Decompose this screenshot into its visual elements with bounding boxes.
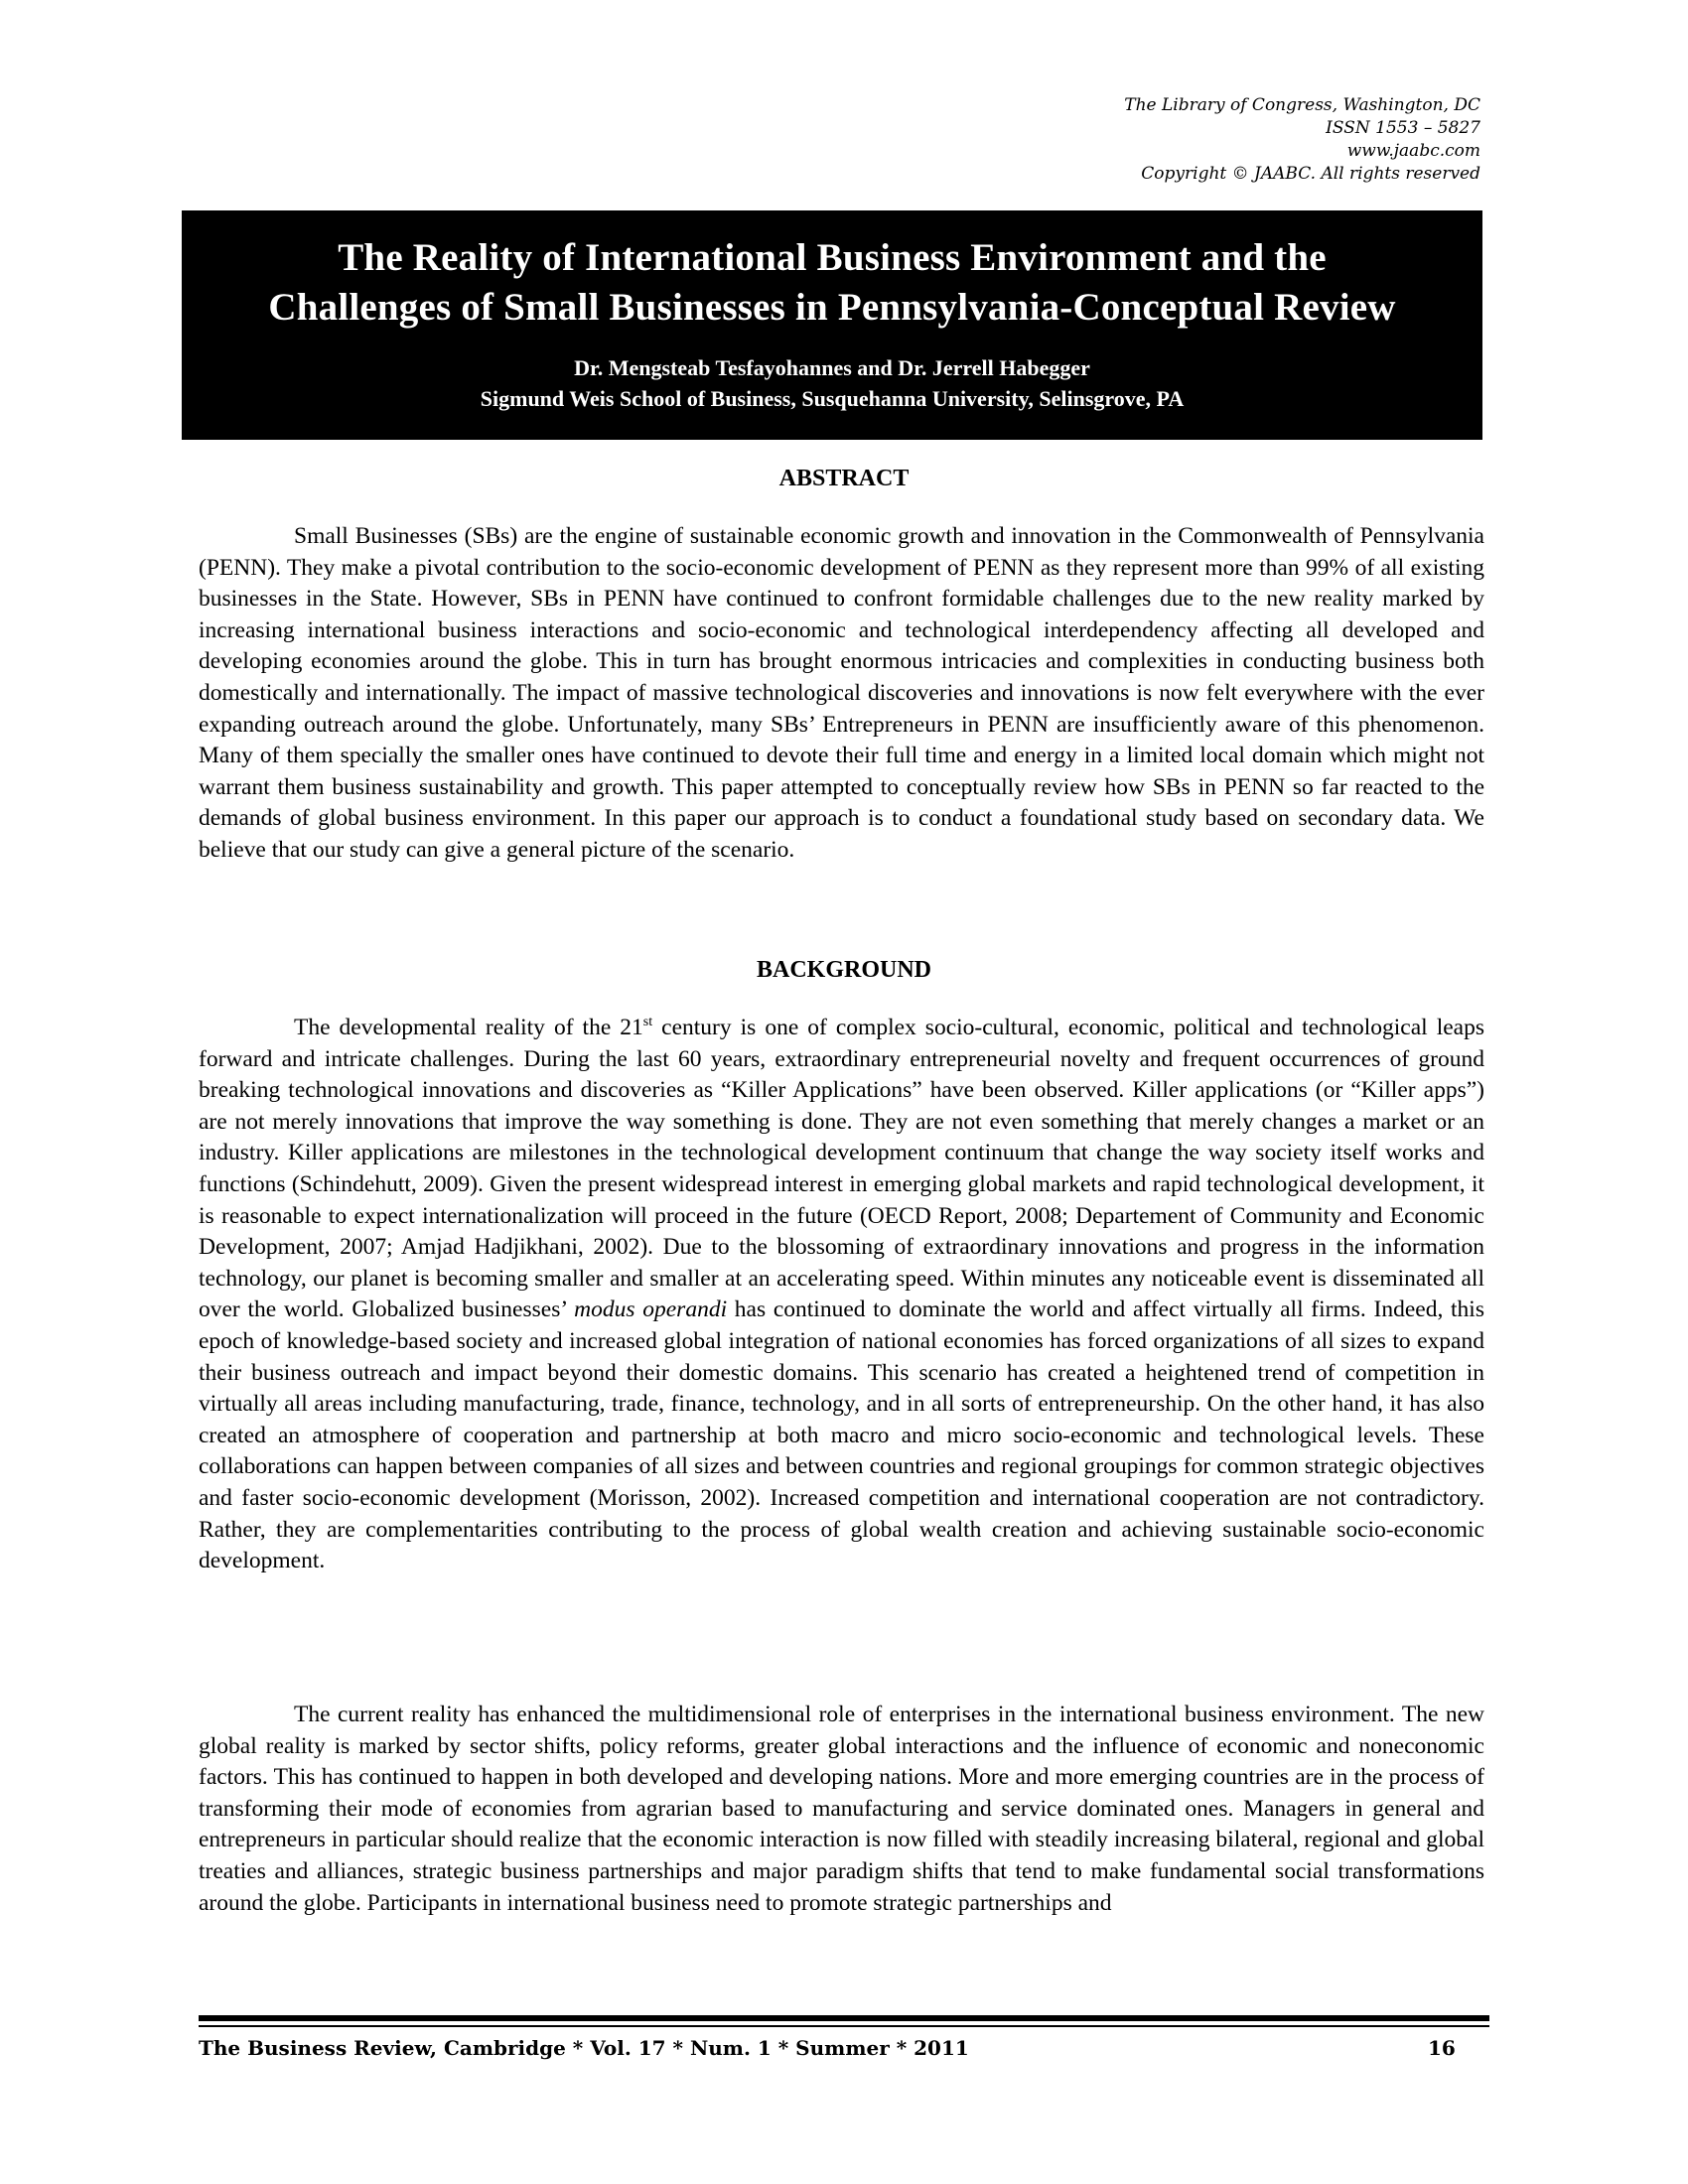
website-line: www.jaabc.com [1346, 141, 1480, 161]
publication-info [885, 94, 1480, 186]
abstract-paragraph: Small Businesses (SBs) are the engine of sustainable economic growth and innovation in the Commonwealth of Pennsylvania (PENN). They make a pivotal contribution to the socio-economic development of PENN as they represent more than 99% of all existing businesses in the State. However, SBs in PENN have continued to confront formidable challenges due to the new reality marked by increasing international business interactions and socio-economic and technological interdependency affecting all developed and developing economies around the globe. This in turn has brought enormous intricacies and complexities in conducting business both domestically and internationally. The impact of massive technological discoveries and innovations is now felt everywhere with the ever expanding outreach around the globe. Unfortunately, many SBs’ Entrepreneurs in PENN are insufficiently aware of this phenomenon. Many of them specially the smaller ones have continued to devote their full time and energy in a limited local domain which might not warrant them business sustainability and growth. This paper attempted to conceptually review how SBs in PENN so far reacted to the demands of global business environment. In this paper our approach is to conduct a foundational study based on secondary data. We believe that our study can give a general picture of the scenario. [199, 523, 1484, 863]
title-banner [182, 210, 1482, 440]
copyright-line: Copyright © JAABC. All rights reserved [1141, 164, 1480, 184]
author-affiliation: Sigmund Weis School of Business, Susquehanna University, Selinsgrove, PA [480, 386, 1185, 411]
background-heading: BACKGROUND [756, 957, 931, 983]
journal-citation: The Business Review, Cambridge * Vol. 17 * Num. 1 * Summer * 2011 [199, 2036, 969, 2060]
library-line: The Library of Congress, Washington, DC [1124, 95, 1480, 115]
footer-rule-thick [199, 2015, 1489, 2021]
abstract-heading: ABSTRACT [778, 466, 910, 491]
latin-phrase: modus operandi [574, 1297, 728, 1323]
issn-line: ISSN 1553 – 5827 [1326, 118, 1480, 138]
title-line-2: Challenges of Small Businesses in Pennsylvania-Conceptual Review [268, 286, 1396, 329]
background-p1-text-b: century is one of complex socio-cultural, economic, political and technological leaps forward and intricate challenges. During the last 60 years, extraordinary entrepreneurial novelty and frequent occurrences of ground breaking technological innovations and discoveries as “Killer Applications” have been observed. Killer applications (or “Killer apps”) are not merely innovations that improve the way something is done. They are not even something that merely changes a market or an industry. Killer applications are milestones in the technological development continuum that change the way society itself works and functions (Schindehutt, 2009). Given the present widespread interest in emerging global markets and rapid technological development, it is reasonable to expect internationalization will proceed in the future (OECD Report, 2008; Departement of Community and Economic Development, 2007; Amjad Hadjikhani, 2002). Due to the blossoming of extraordinary innovations and progress in the information technology, our planet is becoming smaller and smaller at an accelerating speed. Within minutes any noticeable event is disseminated all over the world. Globalized businesses’ [199, 1015, 1484, 1323]
footer-rule-thin [199, 2025, 1489, 2027]
background-paragraph-1 [199, 1013, 1484, 1577]
paper-title [182, 233, 1482, 333]
ordinal-superscript: st [642, 1015, 653, 1030]
background-paragraph-2: The current reality has enhanced the multidimensional role of enterprises in the international business environment. The new global reality is marked by sector shifts, policy reforms, greater global interactions and the influence of economic and noneconomic factors. This has continued to happen in both developed and developing nations. More and more emerging countries are in the process of transforming their mode of economies from agrarian based to manufacturing and service dominated ones. Managers in general and entrepreneurs in particular should realize that the economic interaction is now filled with steadily increasing bilateral, regional and global treaties and alliances, strategic business partnerships and major paradigm shifts that tend to make fundamental social transformations around the globe. Participants in international business need to promote strategic partnerships and [199, 1702, 1484, 1916]
author-names: Dr. Mengsteab Tesfayohannes and Dr. Jerrell Habegger [574, 355, 1090, 380]
title-line-1: The Reality of International Business Environment and the [338, 236, 1327, 279]
page-number: 16 [1428, 2036, 1456, 2060]
background-p1-text-a: The developmental reality of the 21 [294, 1015, 643, 1040]
background-p1-text-c: has continued to dominate the world and affect virtually all firms. Indeed, this epoch of knowledge-based society and increased global integration of national economies has forced organizations of all sizes to expand their business outreach and impact beyond their domestic domains. This scenario has created a heightened trend of competition in virtually all areas including manufacturing, trade, finance, technology, and in all sorts of entrepreneurship. On the other hand, it has also created an atmosphere of cooperation and partnership at both macro and micro socio-economic and technological levels. These collaborations can happen between companies of all sizes and between countries and regional groupings for common strategic objectives and faster socio-economic development (Morisson, 2002). Increased competition and international cooperation are not contradictory. Rather, they are complementarities contributing to the process of global wealth creation and achieving sustainable socio-economic development. [199, 1297, 1484, 1574]
author-block [182, 352, 1482, 414]
